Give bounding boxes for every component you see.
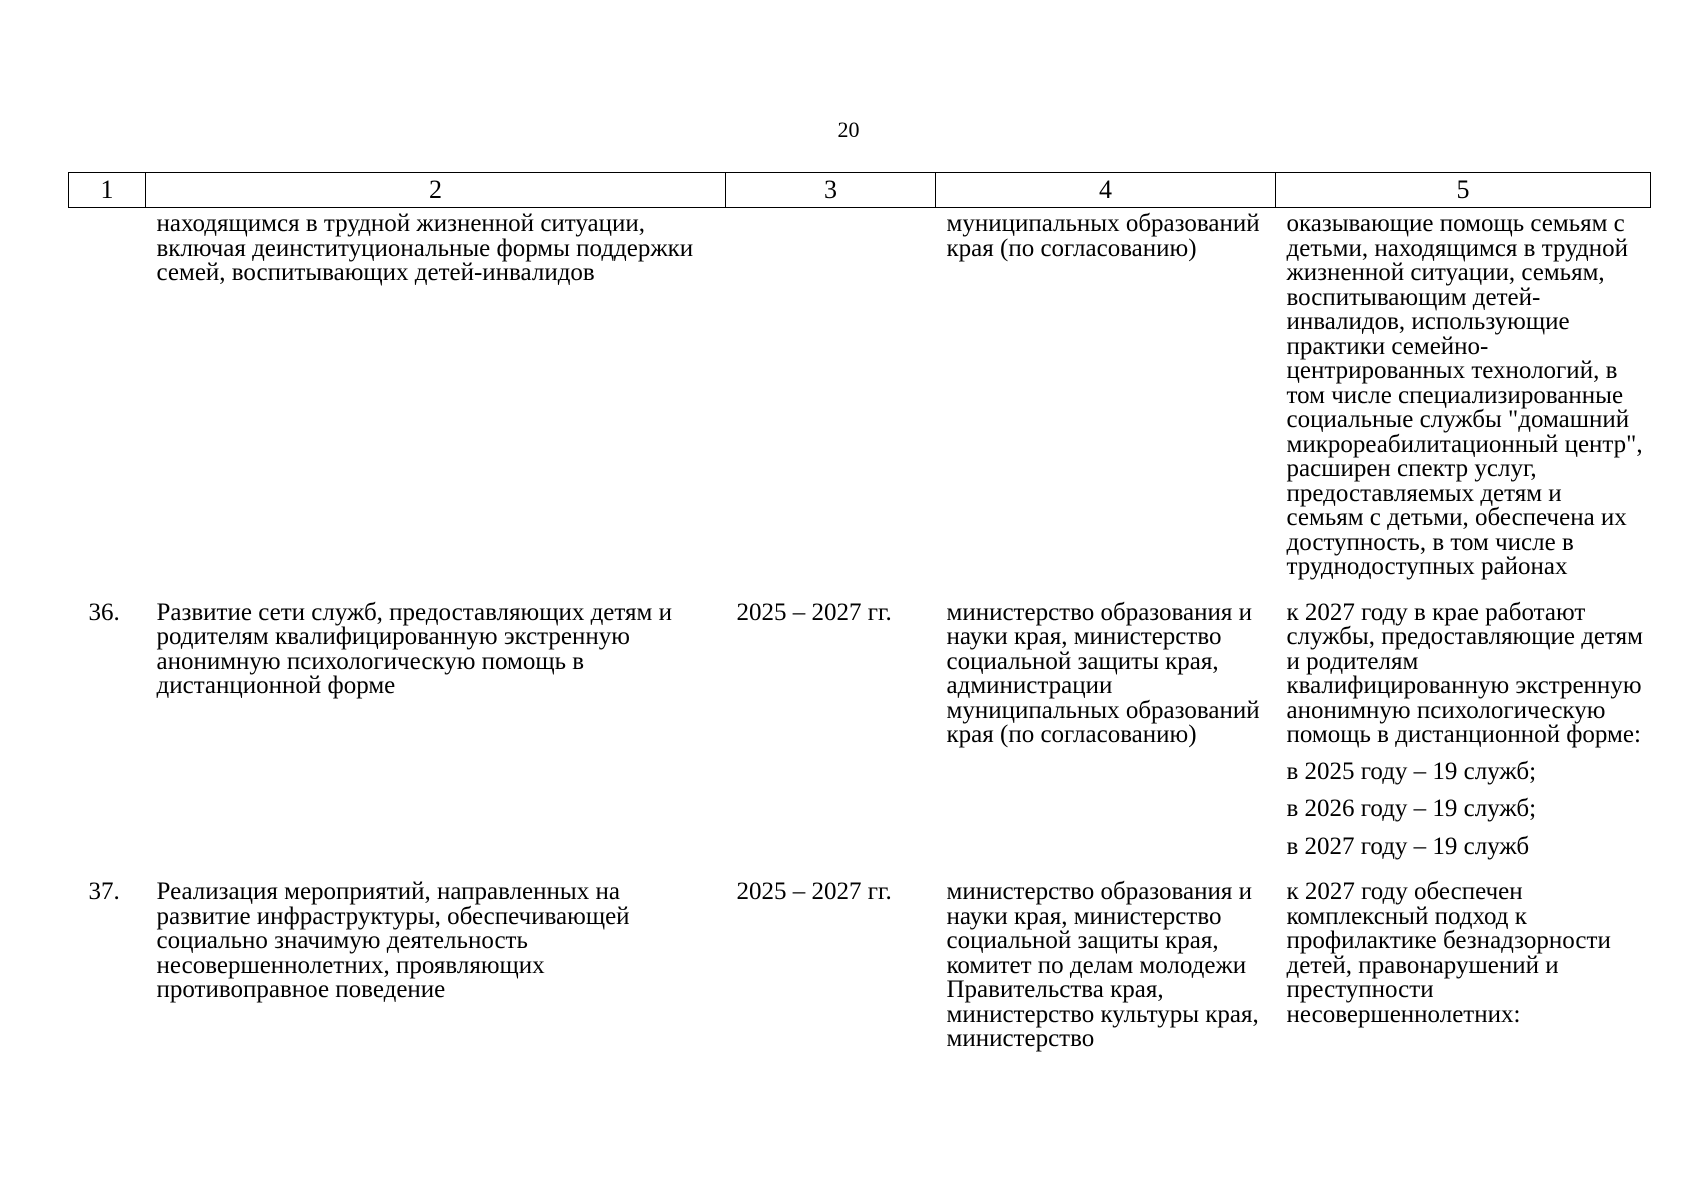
column-header-1: 1 [69,173,146,208]
measure-cell: Реализация мероприятий, направленных на развитие инфраструктуры, обеспечивающей социально значимую деятельность несовершеннолетних, проявляющих противоправное поведение [156,878,630,1003]
column-header-4: 4 [936,173,1276,208]
executors-cell: министерство образования и науки края, министерство социальной защиты края, комитет по делам молодежи Правительства края, министерство культуры края, министерство [946,878,1259,1052]
page-number: 20 [837,117,860,142]
period-cell: 2025 – 2027 гг. [736,598,892,626]
column-header-3: 3 [726,173,936,208]
table-row-36 [69,589,1651,869]
continuation-executors-cell: муниципальных образований края (по согласованию) [946,210,1260,262]
period-cell: 2025 – 2027 гг. [736,878,892,905]
continuation-result-cell: оказывающие помощь семьям с детьми, находящимся в трудной жизненной ситуации, семьям, воспитывающим детей-инвалидов, использующие практики семейно-центрированных технологий, в том числе специализированные социальные службы "домашний микрореабилитационный центр", расширен спектр услуг, предоставляемых детям и семьям с детьми, обеспечена их доступность, в том числе в труднодоступных районах [1286,210,1643,580]
result-cell: к 2027 году обеспечен комплексный подход к профилактике безнадзорности детей, правонарушений и преступности несовершеннолетних: [1286,878,1611,1028]
column-header-5: 5 [1276,173,1651,208]
row-number-cell: 37. [88,878,120,905]
continuation-num-cell [69,208,146,589]
column-header-2: 2 [146,173,726,208]
measures-table [68,172,1651,1052]
result-cell [1276,589,1651,869]
result-text: к 2027 году в крае работают службы, предоставляющие детям и родителям квалифицированную экстренную анонимную психологическую помощь в дистанционной форме: [1286,598,1643,748]
result-item-2026: в 2026 году – 19 служб; [1286,795,1537,822]
result-item-2025: в 2025 году – 19 служб; [1286,757,1537,785]
column-number-header-row [69,173,1651,208]
row-number-cell: 36. [88,598,120,626]
result-item-2027: в 2027 году – 19 служб [1286,832,1530,860]
executors-cell: министерство образования и науки края, министерство социальной защиты края, администрации муниципальных образований края (по согласованию) [946,598,1260,748]
table-row-continuation [69,208,1651,589]
measure-cell: Развитие сети служб, предоставляющих детям и родителям квалифицированную экстренную анонимную психологическую помощь в дистанционной форме [156,598,672,699]
continuation-measure-cell: находящимся в трудной жизненной ситуации, включая деинституциональные формы поддержки семей, воспитывающих детей-инвалидов [156,210,694,286]
continuation-period-cell [726,208,936,589]
table-row-37 [69,868,1651,1052]
